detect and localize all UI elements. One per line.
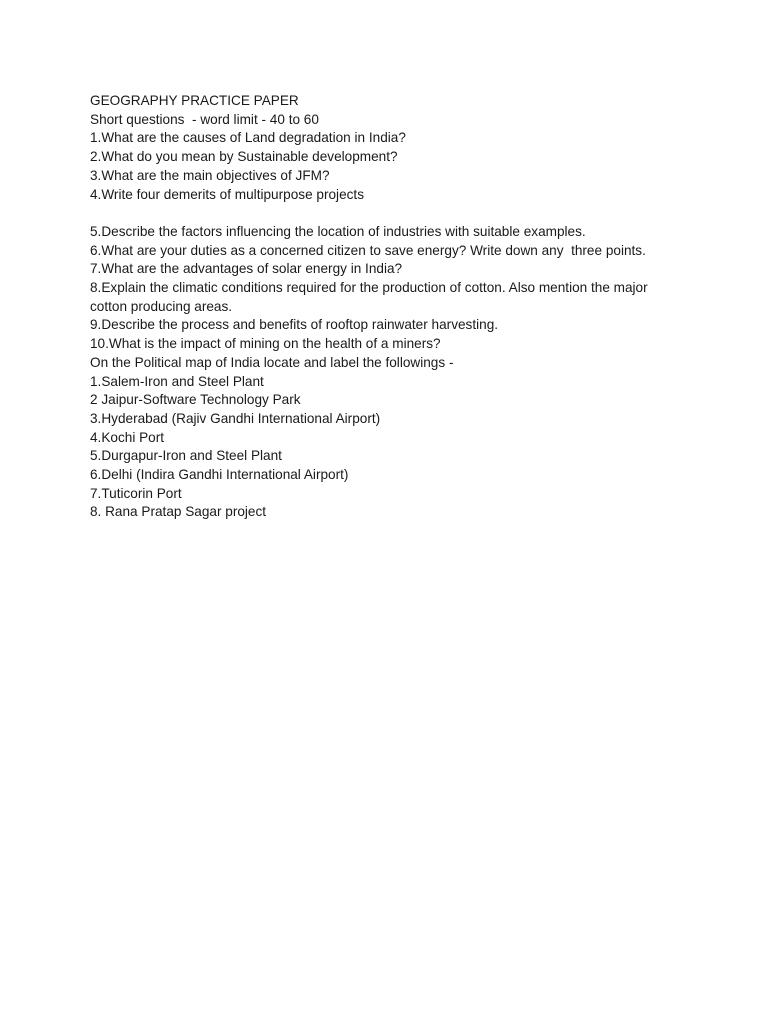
question-8: 8.Explain the climatic conditions required for the production of cotton. Also mention the major cotton producing areas. (90, 280, 652, 314)
question-1: 1.What are the causes of Land degradation in India? (90, 130, 406, 146)
map-item-2: 2 Jaipur-Software Technology Park (90, 392, 301, 408)
instructions: Short questions - word limit - 40 to 60 (90, 111, 319, 127)
question-4: 4.Write four demerits of multipurpose projects (90, 186, 364, 202)
map-heading: On the Political map of India locate and label the followings - (90, 354, 454, 370)
map-item-6: 6.Delhi (Indira Gandhi International Airport) (90, 467, 349, 483)
question-6: 6.What are your duties as a concerned citizen to save energy? Write down any three points. (90, 242, 646, 258)
document-body (90, 92, 690, 522)
question-10: 10.What is the impact of mining on the health of a miners? (90, 336, 441, 352)
question-2: 2.What do you mean by Sustainable development? (90, 149, 398, 165)
map-item-8: 8. Rana Pratap Sagar project (90, 504, 267, 520)
question-9: 9.Describe the process and benefits of rooftop rainwater harvesting. (90, 317, 499, 333)
map-item-3: 3.Hyderabad (Rajiv Gandhi International Airport) (90, 410, 381, 426)
blank-line (90, 204, 690, 223)
question-5: 5.Describe the factors influencing the location of industries with suitable examples. (90, 223, 586, 239)
map-item-4: 4.Kochi Port (90, 429, 165, 445)
question-3: 3.What are the main objectives of JFM? (90, 167, 330, 183)
question-7: 7.What are the advantages of solar energy in India? (90, 261, 403, 277)
map-item-5: 5.Durgapur-Iron and Steel Plant (90, 448, 282, 464)
map-item-7: 7.Tuticorin Port (90, 485, 182, 501)
map-item-1: 1.Salem-Iron and Steel Plant (90, 373, 264, 389)
document-title: GEOGRAPHY PRACTICE PAPER (90, 93, 299, 108)
